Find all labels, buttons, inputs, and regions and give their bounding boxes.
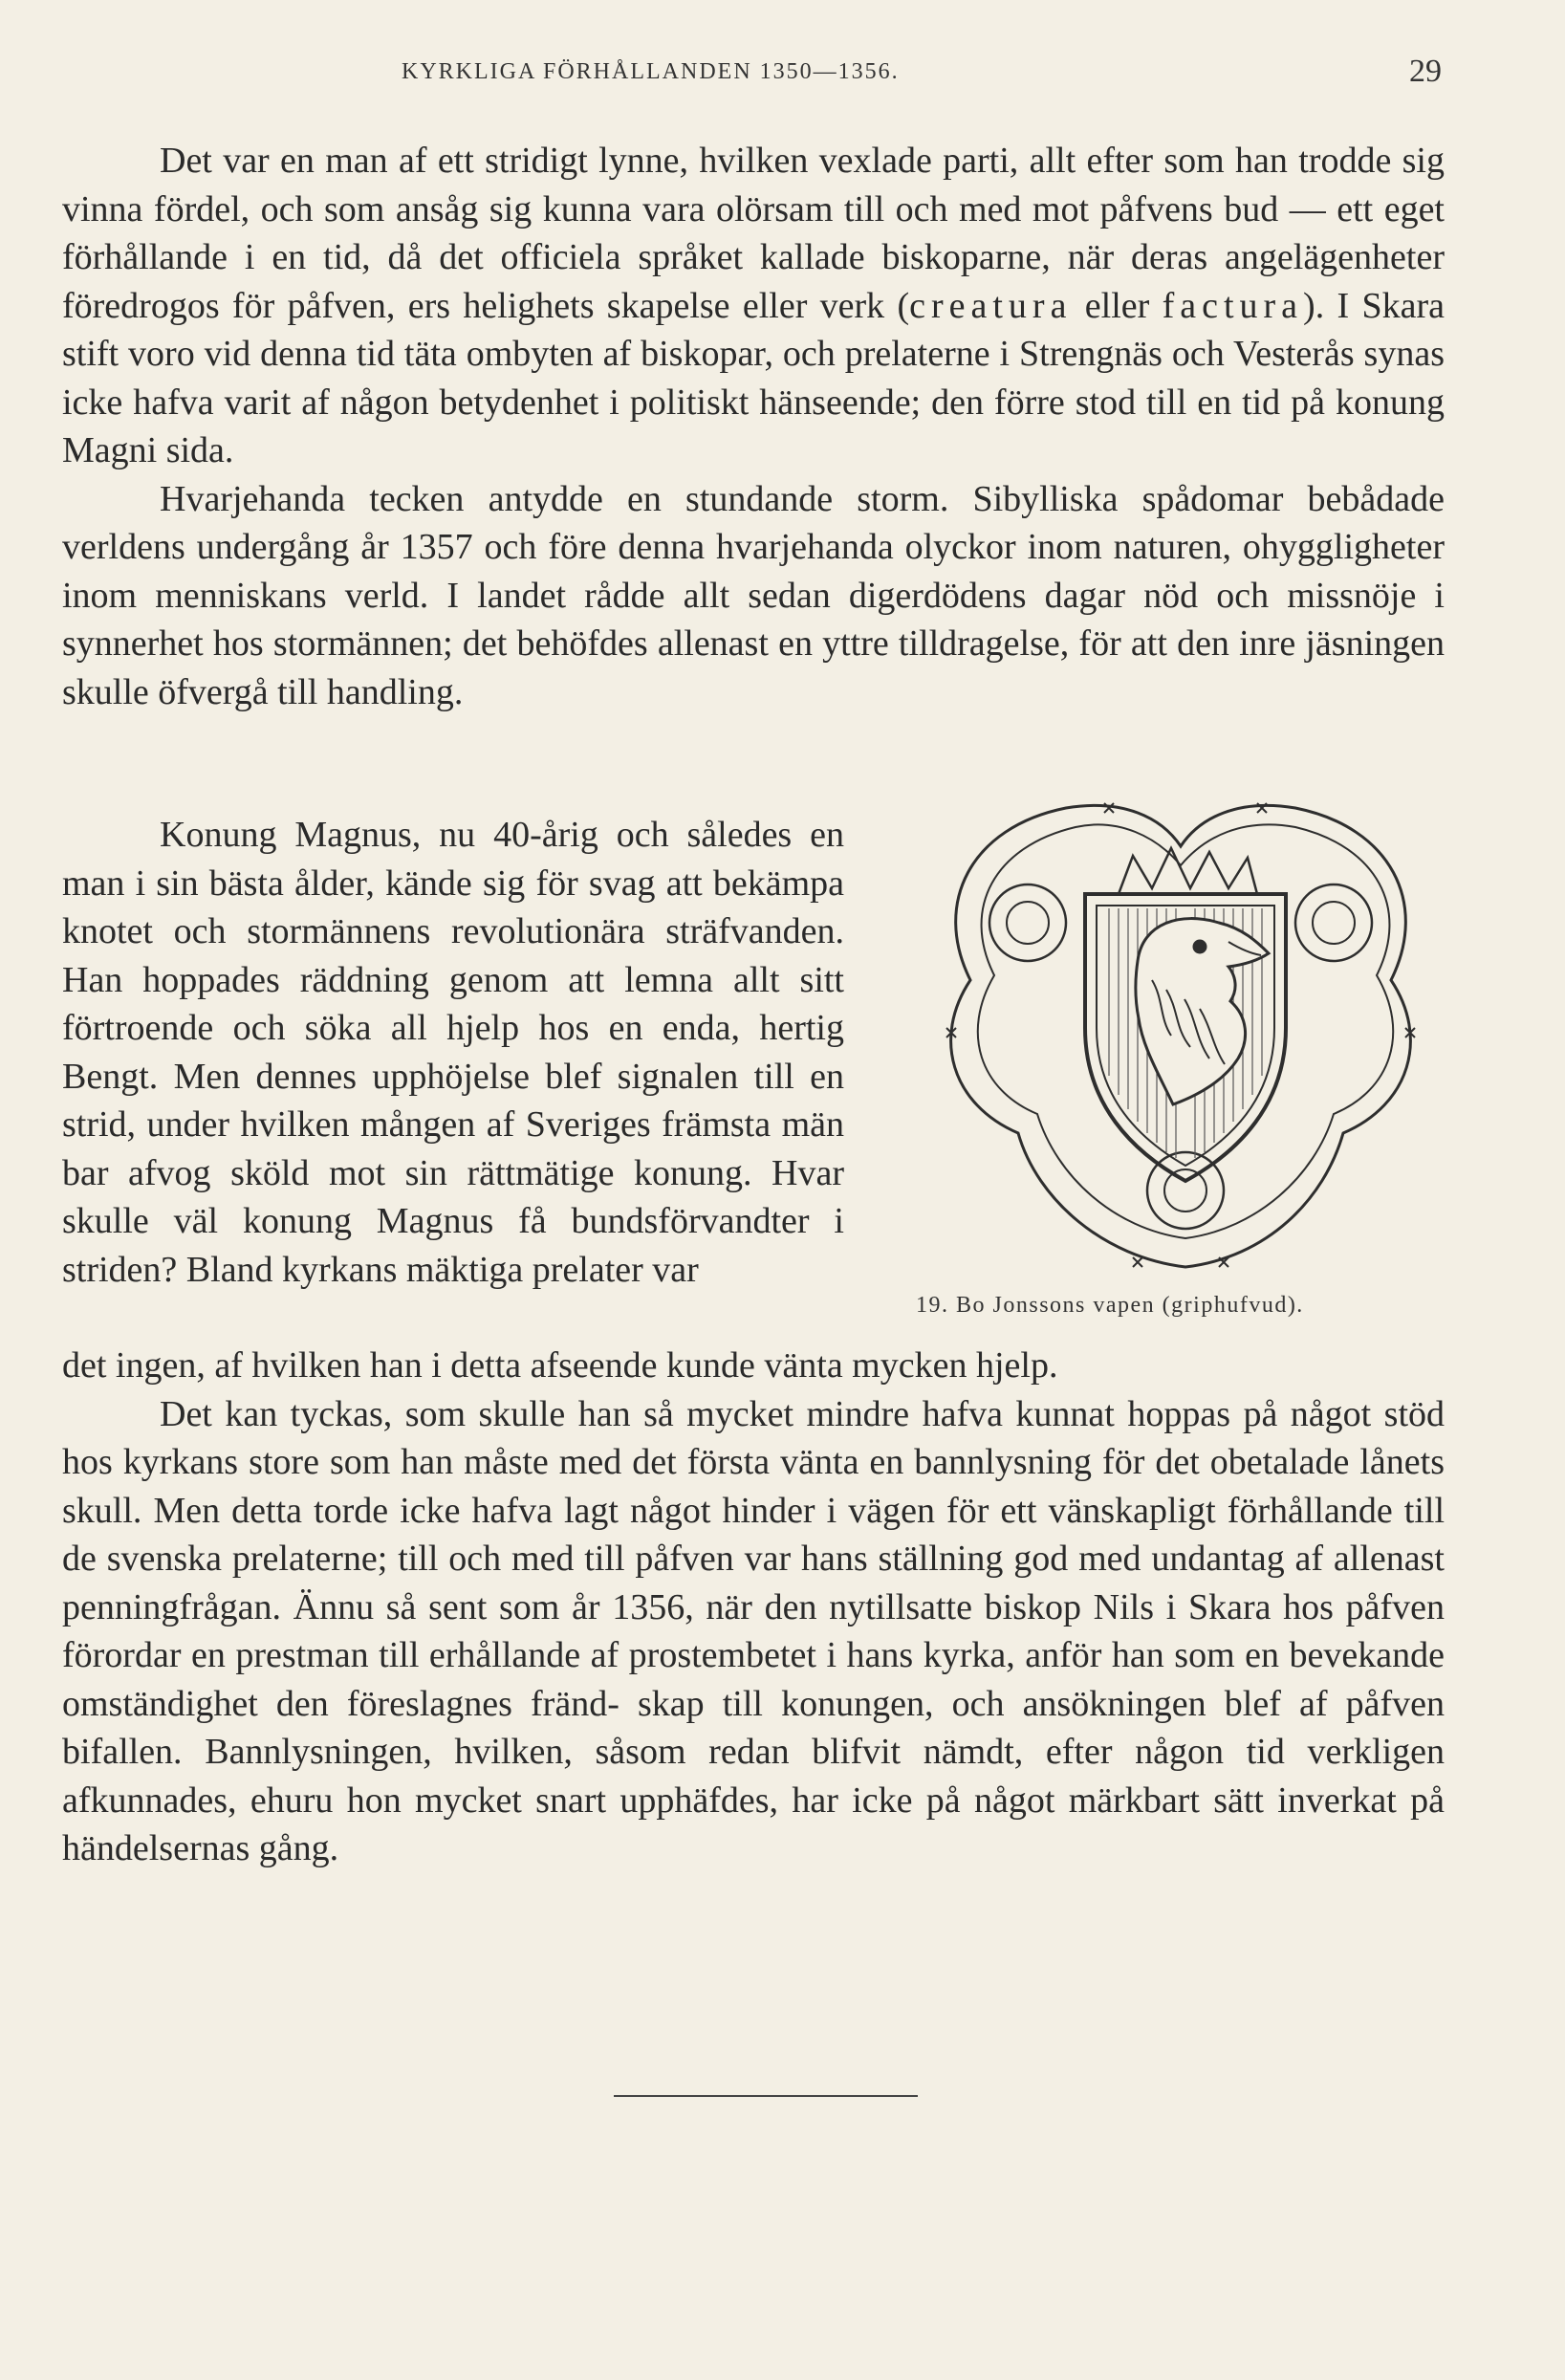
paragraph-1-text-b: eller xyxy=(1072,285,1163,326)
latin-term-factura: factura xyxy=(1162,285,1304,326)
paragraph-1 xyxy=(62,137,1445,475)
paragraph-2: Hvarjehanda tecken antydde en stundande storm. Sibylliska spådomar bebådade verldens undergång år 1357 och före denna hvarjehanda olyckor inom naturen, ohyggligheter inom menniskans verld. I landet rådde allt sedan digerdödens dagar nöd och missnöje i synnerhet hos stormännen; det behöfdes allenast en yttre tilldragelse, för att den inre jäsningen skulle öfvergå till handling. xyxy=(62,478,1445,712)
text-block-beside-figure xyxy=(62,811,844,1294)
page-number: 29 xyxy=(1409,54,1442,89)
figure-caption xyxy=(916,1293,1489,1319)
figure-caption-text: Bo Jonssons vapen (griphufvud). xyxy=(956,1293,1304,1318)
coat-of-arms-icon xyxy=(913,789,1448,1286)
figure-number: 19. xyxy=(916,1293,949,1318)
coat-of-arms-figure xyxy=(913,789,1448,1286)
paragraph-1-text-c: ). I Skara stift voro vid denna tid täta ombyten af biskopar, och prelaterne i Strengnäs och Vesterås synas icke hafva varit af någon betydenhet i politiskt hänseende; den förre stod till en tid på konung Magni sida. xyxy=(62,285,1445,470)
end-rule xyxy=(614,2095,918,2097)
paragraph-4: Det kan tyckas, som skulle han så mycket mindre hafva kunnat hoppas på något stöd hos kyrkans store som han måste med det första vänta en bannlysning för det obetalade lånets skull. Men detta torde icke hafva lagt något hinder i vägen för ett vänskapligt förhållande till de svenska prelaterne; till och med till påfven var hans ställning god med undantag af allenast penningfrågan. Ännu så sent som år 1356, när den nytillsatte biskop Nils i Skara hos påfven förordar en prestman till erhållande af prostembetet i hans kyrka, anför han som en bevekande omständighet den föreslagnes fränd- skap till konungen, och ansökningen blef af påfven bifallen. Bannlysningen, hvilken, såsom redan blifvit nämdt, efter någon tid verkligen afkunnades, ehuru hon mycket snart upphäfdes, har icke på något märkbart sätt inverkat på händelsernas gång. xyxy=(62,1393,1445,1868)
text-block-top xyxy=(62,137,1445,716)
paragraph-3: Konung Magnus, nu 40-årig och således en man i sin bästa ålder, kände sig för svag att bekämpa knotet och stormännens revolutionära sträfvanden. Han hoppades räddning genom att lemna allt sitt förtroende och söka all hjelp hos en enda, hertig Bengt. Men dennes upphöjelse blef signalen till en strid, under hvilken mången af Sveriges främsta män bar afvog sköld mot sin rättmätige konung. Hvar skulle väl konung Magnus få bundsförvandter i striden? Bland kyrkans mäktiga prelater var xyxy=(62,815,844,1290)
paragraph-1-text-a: Det var en man af ett stridigt lynne, hvilken vexlade parti, allt efter som han trodde sig vinna fördel, och som ansåg sig kunna vara olörsam till och med mot påfvens bud — ett eget förhållande i en tid, då det officiela språket kallade biskoparne, när deras angelägenheter föredrogos för påfven, ers helighets skapelse eller verk ( xyxy=(62,141,1445,326)
paragraph-3-continuation: det ingen, af hvilken han i detta afseende kunde vänta mycken hjelp. xyxy=(62,1345,1058,1386)
latin-term-creatura: creatura xyxy=(909,285,1073,326)
text-block-bottom xyxy=(62,1342,1445,1873)
running-title: KYRKLIGA FÖRHÅLLANDEN 1350—1356. xyxy=(402,59,900,84)
